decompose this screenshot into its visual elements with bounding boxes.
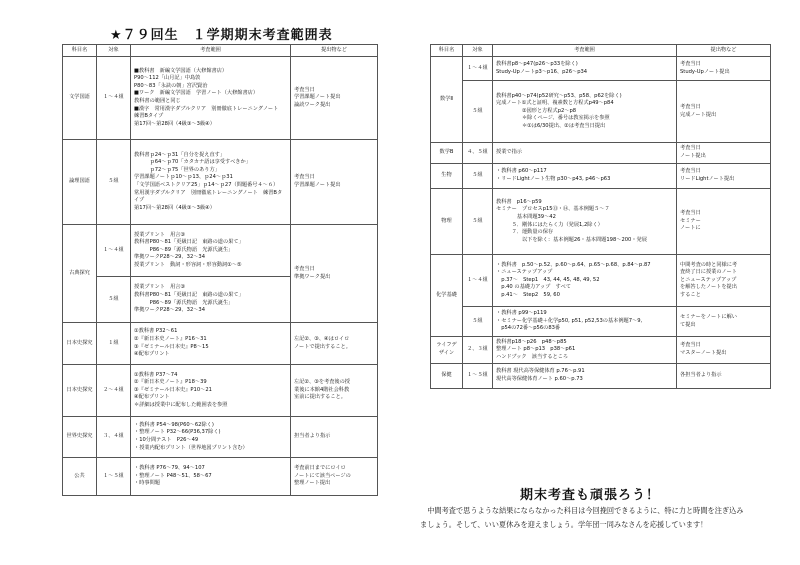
- scope-line: ・教科書 p60～p117: [496, 168, 547, 175]
- scope-line: 教科書の範囲と同じ: [134, 98, 181, 104]
- submit-line: すること: [680, 291, 701, 298]
- submit-cell: [677, 57, 771, 81]
- submit-line: 論読ワーク提出: [294, 101, 331, 108]
- group-cell: ２、３組: [463, 337, 493, 364]
- submit-line: 左記②、③を考査後の授: [294, 379, 350, 386]
- submit-line: 考査当日: [680, 342, 701, 349]
- scope-line: ①教科書 P32～61: [134, 328, 178, 335]
- scope-line: ・セミナー化学基礎＋化学p50, p51, p52,53の基本例題7～9,: [496, 317, 643, 324]
- scope-line: 教科書 p16～p59: [496, 198, 542, 205]
- scope-cell: [493, 337, 677, 364]
- scope-line: ＊除くページ、番号は教室掲示を参照: [496, 115, 610, 122]
- right-exam-table: [430, 44, 771, 389]
- header-subject: 科目名: [431, 45, 463, 57]
- message-line: ましょう。そして、いい夏休みを迎えましょう。学年団一同みなさんを応援しています！: [420, 520, 708, 529]
- header-subject: 科目名: [63, 45, 97, 57]
- submit-line: 考査当日: [294, 265, 315, 272]
- table-row: [431, 57, 771, 81]
- scope-cell: [493, 189, 677, 255]
- message-heading: 期末考査も頑張ろう！: [520, 488, 661, 503]
- scope-line: ■漢字 常用漢字ダブルクリア 別冊徹底トレーニングノート: [134, 105, 279, 112]
- submit-cell: [677, 255, 771, 307]
- scope-cell: [131, 140, 291, 225]
- message-body: [420, 504, 780, 532]
- scope-line: ④配布プリント: [134, 351, 170, 358]
- group-cell: １～４組: [463, 57, 493, 81]
- table-row: [63, 323, 378, 365]
- table-row: [63, 417, 378, 458]
- scope-line: 授業で指示: [496, 149, 522, 156]
- scope-line: ・時事問題: [134, 480, 160, 487]
- table-row: [431, 143, 771, 164]
- scope-line: ④配布プリント: [134, 394, 170, 401]
- submit-cell: [291, 323, 378, 365]
- submit-line: 準拠ワーク提出: [294, 273, 331, 280]
- scope-line: 準拠ワークP28～29、32～34: [134, 254, 206, 261]
- submit-line: ノートにて該当ページの: [294, 472, 351, 479]
- scope-line: 授業プリント 動詞・形容詞・形容動詞①～⑤: [134, 261, 242, 268]
- left-exam-table: [62, 44, 378, 496]
- group-cell: ５組: [97, 277, 131, 323]
- table-row: [431, 337, 771, 364]
- scope-line: ・10分間テスト P26～49: [134, 437, 199, 443]
- scope-line: p.41～ Step2 59, 60: [496, 291, 560, 298]
- scope-line: 教科書P80～81「更級日記 東路の道の果て」: [134, 239, 244, 246]
- submit-line: とニューステップアップ: [680, 276, 737, 283]
- scope-line: ・授業内配布プリント（世界地図プリント含む）: [134, 444, 248, 451]
- scope-line: p54の72番～p56の83番: [496, 325, 561, 332]
- submit-line: を解答したノートを提出: [680, 284, 737, 291]
- scope-line: 以下を除く：基本例題26・基本問題198～200・発展: [496, 236, 647, 243]
- group-cell: １～４組: [97, 225, 131, 277]
- scope-cell: [493, 57, 677, 81]
- group-cell: ２～４組: [97, 365, 131, 417]
- header-scope: 考査範囲: [131, 45, 291, 57]
- submit-cell: [677, 143, 771, 164]
- scope-cell: [131, 277, 291, 323]
- scope-line: p.40 の基礎力アップ すべて: [496, 284, 571, 291]
- scope-line: ・整理ノート P48～51、58～67: [134, 472, 212, 479]
- group-cell: ５組: [463, 307, 493, 337]
- subject-cell: 論理国語: [63, 140, 97, 225]
- submit-line: 考査当日: [680, 210, 701, 217]
- submit-line: 業後に本館4階社会科教: [294, 386, 350, 393]
- scope-line: 完成ノート①式と証明、複素数と方程式p49～p84: [496, 100, 614, 107]
- scope-line: ・ニューステップアップ: [496, 269, 553, 276]
- table-row: [431, 307, 771, 337]
- scope-line: ・教科書 P54～98(P60～62除く): [134, 421, 214, 428]
- scope-line: 学習課題ノートｐ10～ｐ13、ｐ24～ｐ31: [134, 174, 233, 181]
- message-line: 中間考査で思うような結果にならなかった科目は今回挽回できるように、特に力と時間を注ぎ込み: [427, 506, 744, 515]
- submit-line: 担当者より指示: [294, 433, 331, 440]
- submit-line: 考査当日: [294, 174, 315, 181]
- submit-line: 考査当日: [680, 103, 701, 110]
- subject-cell: 数学B: [431, 143, 463, 164]
- submit-cell: [677, 364, 771, 389]
- scope-line: イプ: [134, 197, 145, 204]
- subject-cell: 物理: [431, 189, 463, 255]
- group-cell: ５組: [97, 140, 131, 225]
- scope-line: 教科書p40～p74(p52研究～p53、p58、p62を除く): [496, 92, 622, 99]
- submit-cell: [677, 337, 771, 364]
- scope-line: ・整理ノート P32～66(P36,37除く): [134, 429, 221, 436]
- group-cell: ５組: [463, 189, 493, 255]
- subject-cell: 日本史探究: [63, 365, 97, 417]
- scope-line: p.37～ Step1 43, 44, 45, 48, 49, 52: [496, 276, 600, 283]
- scope-line: 練習Bタイプ: [134, 113, 164, 120]
- submit-line: 考査前日までにロイロ: [294, 465, 346, 472]
- table-row: [431, 81, 771, 143]
- submit-line: て提出: [680, 321, 696, 328]
- scope-line: 授業プリント 用言③: [134, 284, 186, 291]
- scope-line: 教科書p18～p26 p48～p85: [496, 338, 567, 345]
- submit-line: ノートで提出すること。: [294, 343, 351, 350]
- scope-line: 整理ノート p8～p13 p38～p61: [496, 346, 576, 353]
- submit-line: 完成ノート提出: [680, 111, 717, 118]
- scope-line: 現代高等保健体育ノート p.60～p.73: [496, 376, 583, 382]
- scope-cell: [131, 225, 291, 277]
- submit-cell: [291, 417, 378, 458]
- submit-line: 室前に提出すること。: [294, 394, 346, 401]
- scope-line: 常用漢字ダブルクリア 別冊徹底トレーニングノート 練習Bタ: [134, 189, 283, 196]
- subject-cell: 数学Ⅱ: [431, 57, 463, 143]
- scope-line: ■教科書 新編文学国語（大修館書店）: [134, 67, 228, 74]
- scope-line: 第17回～第28回（4級③～3級④）: [134, 120, 215, 127]
- submit-cell: [677, 189, 771, 255]
- scope-line: 授業プリント 用言③: [134, 231, 186, 238]
- subject-cell: 文学国語: [63, 57, 97, 140]
- submit-line: ノートに: [680, 225, 701, 232]
- submit-line: ノート提出: [680, 153, 706, 159]
- scope-line: ②『新日本史ノート』P18～39: [134, 379, 207, 386]
- submit-line: リードLightノート提出: [680, 176, 735, 182]
- submit-line: 左記②、③、④はロイロ: [294, 335, 350, 342]
- submit-cell: [291, 458, 378, 496]
- scope-line: ■ワーク 新編文学国語 学習ノート（大修館書店）: [134, 90, 259, 97]
- scope-line: ①教科書 P37～74: [134, 371, 178, 378]
- table-row: [63, 458, 378, 496]
- scope-cell: [493, 81, 677, 143]
- submit-line: Study-Upノート提出: [680, 68, 730, 75]
- submit-cell: [291, 365, 378, 417]
- scope-cell: [131, 458, 291, 496]
- scope-line: ＊①は6/30提出、②は考査当日提出: [496, 122, 606, 129]
- scope-line: ＊詳細は授業中に配布した範囲表を参照: [134, 401, 228, 408]
- table-row: [431, 364, 771, 389]
- scope-cell: [131, 365, 291, 417]
- table-row: [431, 164, 771, 189]
- scope-line: ・教科書 p.50～p.52、p.60～p.64、p.65～p.68、p.84～p.87: [496, 261, 651, 268]
- scope-line: ７．運動量の保存: [496, 229, 554, 236]
- submit-line: 考査当日: [680, 168, 701, 175]
- scope-cell: [493, 364, 677, 389]
- scope-line: P86～89「源氏物語 光源氏誕生」: [134, 246, 234, 253]
- submit-line: 学習課題ノート提出: [294, 182, 341, 188]
- subject-cell: 化学基礎: [431, 255, 463, 337]
- submit-line: 考査当日: [680, 145, 701, 152]
- scope-line: 教科書ｐ24～ｐ31「自分を捉え直す」: [134, 151, 226, 158]
- group-cell: ４、５組: [463, 143, 493, 164]
- submit-line: 各担当者より指示: [680, 372, 722, 379]
- submit-cell: [677, 81, 771, 143]
- submit-line: 考査当日: [680, 60, 701, 67]
- header-group: 対象: [463, 45, 493, 57]
- group-cell: １～４組: [463, 255, 493, 307]
- scope-cell: [493, 143, 677, 164]
- scope-cell: [493, 307, 677, 337]
- scope-line: ②図形と方程式p2～p8: [496, 107, 577, 114]
- table-row: [63, 365, 378, 417]
- submit-cell: [291, 57, 378, 140]
- submit-line: 整理ノート提出: [294, 480, 331, 487]
- group-cell: １～５組: [463, 364, 493, 389]
- table-row: [63, 225, 378, 277]
- subject-cell: 古典探究: [63, 225, 97, 323]
- scope-line: Study-Upノートp3～p16、p26～p34: [496, 68, 588, 75]
- scope-line: ②『新日本史ノート』P16～31: [134, 335, 207, 342]
- table-row: [63, 57, 378, 140]
- scope-line: ５．剛体にはたらく力（発展1,2除く）: [496, 221, 603, 228]
- submit-line: 考査当日: [294, 86, 315, 93]
- scope-line: 基本問題39～42: [496, 213, 556, 220]
- submit-cell: [677, 164, 771, 189]
- scope-cell: [131, 323, 291, 365]
- scope-line: 第17回～第28回（4級③～3級④）: [134, 204, 215, 211]
- scope-line: ｐ72～ｐ75「世界のあり方」: [134, 166, 220, 173]
- group-cell: ５組: [463, 164, 493, 189]
- submit-line: 中間考査の時と同様に考: [680, 261, 738, 268]
- subject-cell: 保健: [431, 364, 463, 389]
- subject-cell: ライフデザイン: [431, 337, 463, 364]
- scope-line: ・教科書 P76～79、94～107: [134, 465, 205, 472]
- group-cell: １～４組: [97, 57, 131, 140]
- page-title: ★７９回生 １学期期末考査範囲表: [110, 28, 333, 43]
- scope-line: 教科書 現代高等保健体育 p.76～p.91: [496, 368, 585, 375]
- group-cell: １組: [97, 323, 131, 365]
- scope-line: ③『ゼミナール日本史』P10～21: [134, 386, 212, 393]
- scope-cell: [131, 417, 291, 458]
- submit-cell: [291, 225, 378, 323]
- scope-line: セミナー プロセスp15⑬・⑭、基本例題５～７: [496, 206, 610, 213]
- subject-cell: 世界史探究: [63, 417, 97, 458]
- subject-cell: 日本史探究: [63, 323, 97, 365]
- scope-cell: [131, 57, 291, 140]
- header-submit: 提出物など: [291, 45, 378, 57]
- scope-cell: [493, 164, 677, 189]
- table-row: [431, 189, 771, 255]
- scope-line: P90～112「山月記」中島敦: [134, 75, 201, 82]
- table-row: [431, 255, 771, 307]
- scope-line: 「文学国語ベストクリア25」ｐ14～ｐ27（問題番号４～６）: [134, 182, 279, 188]
- submit-line: セミナー: [680, 217, 701, 224]
- table-row: [63, 140, 378, 225]
- scope-line: ハンドブック 該当するところ: [496, 353, 569, 360]
- subject-cell: 生物: [431, 164, 463, 189]
- scope-line: ・リードLightノート生物 p30～p43, p46～p63: [496, 176, 611, 182]
- group-cell: １～５組: [97, 458, 131, 496]
- scope-line: 準拠ワークP28～29、32～34: [134, 307, 206, 314]
- submit-cell: [291, 140, 378, 225]
- scope-line: ｐ64～ｐ70「カタカナ語は享受すべきか」: [134, 159, 251, 166]
- submit-line: マスターノート提出: [680, 350, 727, 356]
- group-cell: ５組: [463, 81, 493, 143]
- scope-line: ・教科書 p99～p119: [496, 310, 547, 317]
- group-cell: ３、４組: [97, 417, 131, 458]
- scope-line: 教科書p8～p47(p26～p33を除く): [496, 60, 578, 67]
- submit-line: 査終了日に授業のノート: [680, 269, 737, 276]
- scope-line: P86～89「源氏物語 光源氏誕生」: [134, 299, 234, 306]
- scope-line: P80～83「永訣の朝」宮沢賢治: [134, 82, 208, 89]
- subject-cell: 公共: [63, 458, 97, 496]
- header-submit: 提出物など: [677, 45, 771, 57]
- submit-cell: [677, 307, 771, 337]
- header-group: 対象: [97, 45, 131, 57]
- scope-cell: [493, 255, 677, 307]
- submit-line: セミナーをノートに解い: [680, 313, 737, 320]
- scope-line: 教科書P80～81「更級日記 東路の道の果て」: [134, 291, 244, 298]
- submit-line: 学習課題ノート提出: [294, 94, 341, 101]
- scope-line: ③『ゼミナール日本史』P8～15: [134, 343, 209, 350]
- header-scope: 考査範囲: [493, 45, 677, 57]
